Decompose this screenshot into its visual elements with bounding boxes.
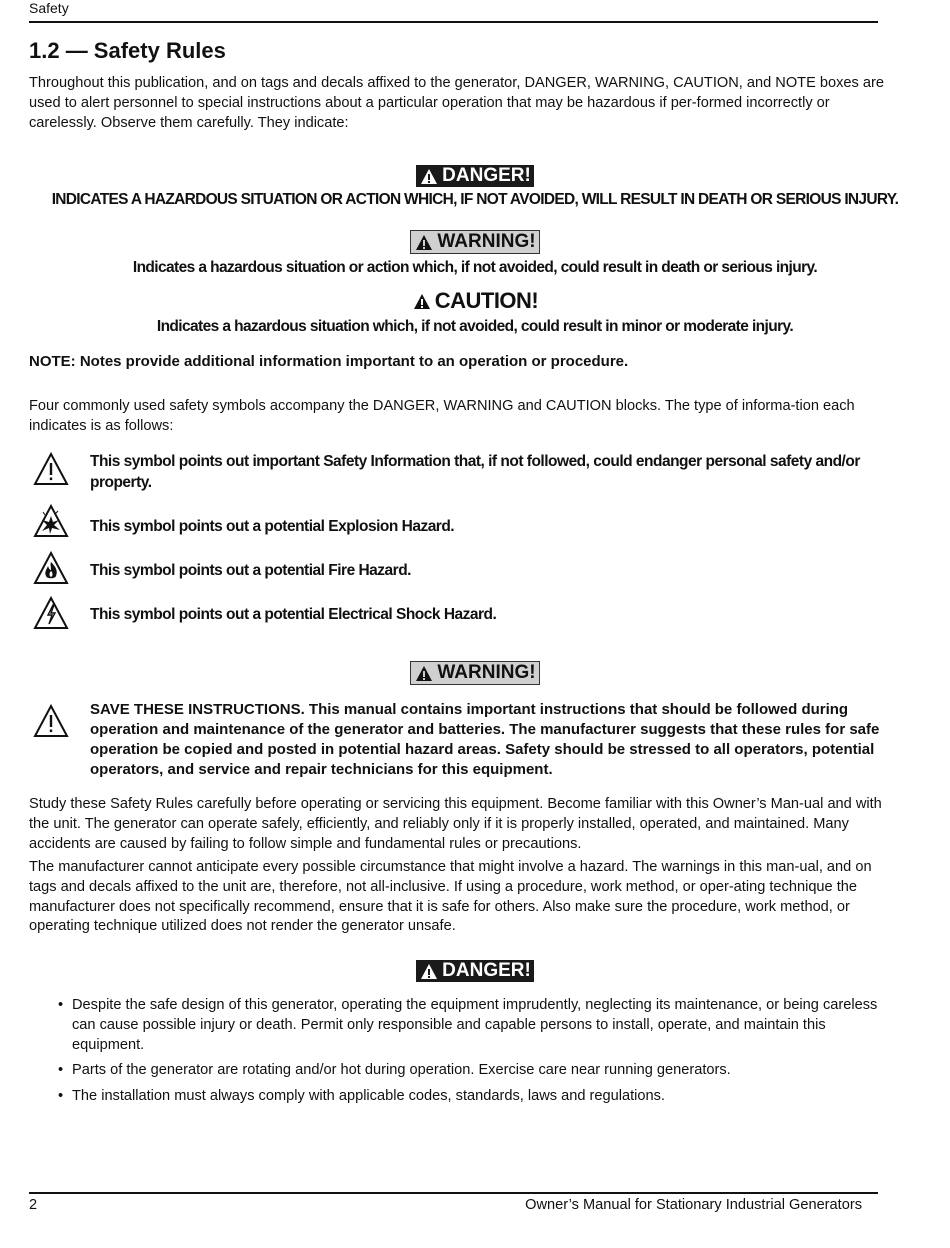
- danger2-badge: [416, 960, 534, 982]
- symbol-text-fire: This symbol points out a potential Fire Hazard.: [90, 562, 411, 579]
- electrical-shock-icon: [33, 596, 69, 630]
- symbols-intro: Four commonly used safety symbols accompany the DANGER, WARNING and CAUTION blocks. The type of informa-tion each indicates is as follows:: [29, 398, 855, 434]
- list-item: • Despite the safe design of this generator, operating the equipment imprudently, neglecting its maintenance, or being careless can cause possible injury or death. Permit only responsible and capable persons to install, operate, and maintain this equipment.: [58, 996, 898, 1055]
- study-paragraph: Study these Safety Rules carefully before operating or servicing this equipment. Become familiar with this Owner’s Man-ual and with the unit. The generator can operate safely, efficiently, and reliably only if it is properly installed, operated, and maintained. Many accidents are caused by failing to follow simple and fundamental rules or precautions.: [29, 796, 882, 852]
- danger-badge-row: [0, 165, 950, 190]
- danger-label: DANGER!: [442, 165, 531, 186]
- fire-hazard-icon: [33, 551, 69, 585]
- warning-triangle-icon: [415, 234, 433, 251]
- symbol-text-safety: This symbol points out important Safety Information that, if not followed, could endanger personal safety and/or property.: [90, 453, 860, 491]
- list-item: • Parts of the generator are rotating and/or hot during operation. Exercise care near running generators.: [58, 1061, 898, 1081]
- warning2-badge: [410, 661, 539, 685]
- intro-paragraph: Throughout this publication, and on tags and decals affixed to the generator, DANGER, WARNING, CAUTION, and NOTE boxes are used to alert personnel to special instructions about a particular operation that may be hazardous if per-formed incorrectly or carelessly. Observe them carefully. They indicate:: [29, 75, 884, 131]
- list-item: • The installation must always comply with applicable codes, standards, laws and regulations.: [58, 1087, 898, 1107]
- warning-triangle-icon: [420, 963, 438, 980]
- warning-description: Indicates a hazardous situation or action which, if not avoided, could result in death or serious injury.: [132, 259, 818, 276]
- caution-badge: [409, 290, 542, 312]
- warning-badge-row: [0, 230, 950, 256]
- warning-triangle-icon: [420, 168, 438, 185]
- danger-badge: [416, 165, 534, 187]
- warning-badge: [410, 230, 539, 254]
- note-paragraph: NOTE: Notes provide additional information important to an operation or procedure.: [29, 353, 629, 370]
- save-instructions-lead: SAVE THESE INSTRUCTIONS.: [90, 701, 305, 718]
- danger-bullet-list: [58, 996, 898, 1113]
- running-header: Safety: [29, 0, 69, 16]
- warning2-badge-row: [0, 661, 950, 687]
- save-instructions-paragraph: [90, 700, 900, 780]
- warning-triangle-icon: [413, 293, 431, 310]
- section-title: 1.2 — Safety Rules: [29, 38, 226, 63]
- danger2-label: DANGER!: [442, 960, 531, 981]
- warning-label: WARNING!: [437, 231, 536, 252]
- footer-rule: [29, 1192, 878, 1194]
- header-rule: [29, 21, 878, 23]
- page-number: 2: [29, 1197, 38, 1213]
- caution-description: Indicates a hazardous situation which, if not avoided, could result in minor or moderate injury.: [156, 318, 794, 335]
- warning-triangle-icon: [415, 665, 433, 682]
- safety-alert-icon: [33, 704, 69, 738]
- manufacturer-paragraph: The manufacturer cannot anticipate every possible circumstance that might involve a hazard. The warnings in this man-ual, and on tags and decals affixed to the unit are, therefore, not all-inclusive. If using a procedure, work method, or oper-ating technique the manufacturer does not specifically recommend, ensure that it is safe for others. Also make sure the procedure, work method, or operating technique utilized does not render the generator unsafe.: [29, 859, 872, 935]
- caution-label: CAUTION!: [434, 288, 539, 313]
- danger2-badge-row: [0, 960, 950, 985]
- footer-title: Owner’s Manual for Stationary Industrial Generators: [525, 1197, 862, 1213]
- symbol-text-explosion: This symbol points out a potential Explosion Hazard.: [90, 518, 455, 535]
- warning2-label: WARNING!: [437, 662, 536, 683]
- save-instructions-text: This manual contains important instructions that should be followed during operation and maintenance of the generator and batteries. The manufacturer suggests that these rules for safe operation be copied and posted in potential hazard areas. Safety should be stressed to all operators, potential operators, and service and repair technicians for this equipment.: [90, 701, 880, 778]
- symbol-text-electrical: This symbol points out a potential Electrical Shock Hazard.: [90, 606, 497, 623]
- caution-badge-row: [0, 290, 950, 315]
- safety-alert-icon: [33, 452, 69, 486]
- explosion-hazard-icon: [33, 504, 69, 538]
- danger-description: INDICATES A HAZARDOUS SITUATION OR ACTION WHICH, IF NOT AVOIDED, WILL RESULT IN DEATH OR SERIOUS INJURY.: [51, 191, 899, 208]
